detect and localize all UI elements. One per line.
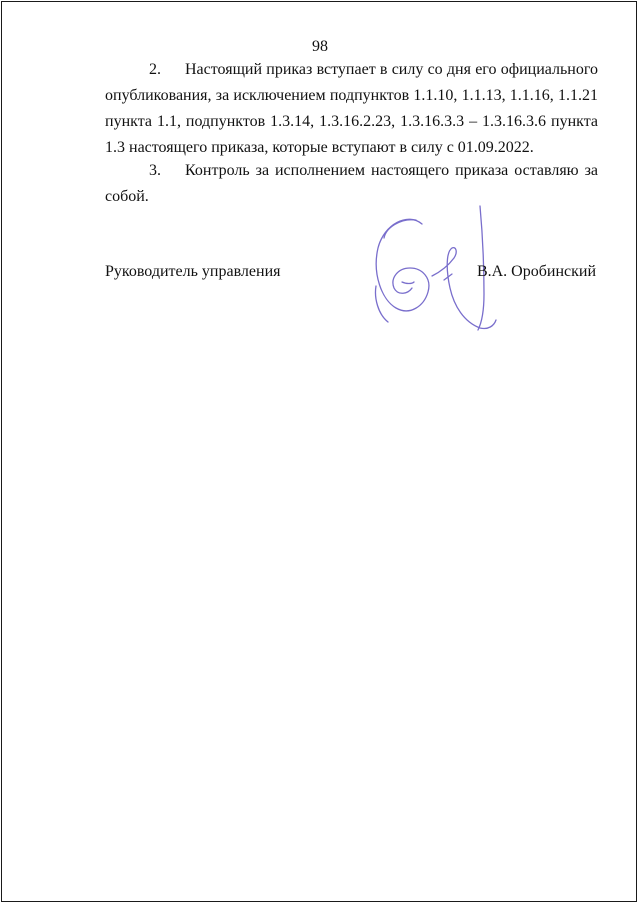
paragraph-item-3 [105,158,598,210]
paragraph-number: 2. [149,61,161,78]
paragraph-text: Настоящий приказ вступает в силу со дня его официального опубликования, за исключением подпунктов 1.1.10, 1.1.13, 1.1.16, 1.1.21 пункта 1.1, подпунктов 1.3.14, 1.3.16.2.23, 1.3.16.3.3 – 1.3.16.3.6 пункта 1.3 настоящего приказа, которые вступают в силу с 01.09.2022. [105,61,598,156]
paragraph-text: Контроль за исполнением настоящего приказа оставляю за собой. [105,162,598,205]
paragraph-number: 3. [149,162,161,179]
signer-name: В.А. Оробинский [476,263,596,280]
signer-position: Руководитель управления [105,263,281,280]
page-number: 98 [312,38,328,55]
paragraph-item-2 [105,57,598,161]
